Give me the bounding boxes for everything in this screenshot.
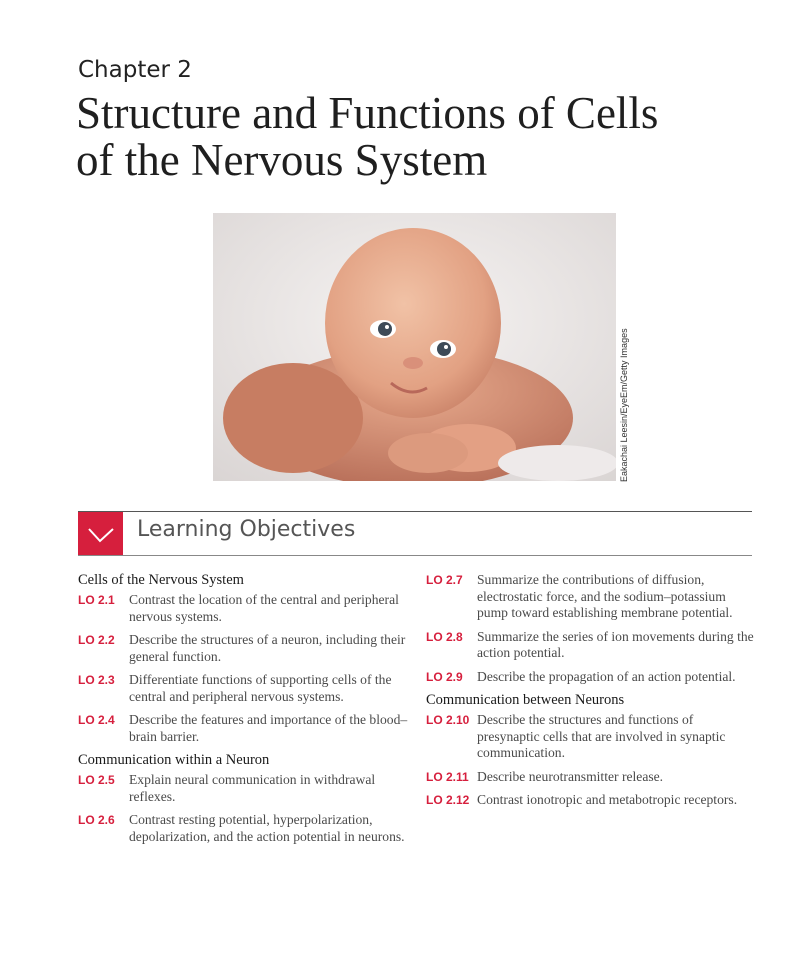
- objective-text: Describe the structures of a neuron, including their general function.: [129, 632, 406, 664]
- header-rule-bottom: [78, 555, 752, 556]
- objective-item: [426, 792, 756, 809]
- objective-item: [426, 712, 756, 762]
- objective-text: Summarize the series of ion movements during the action potential.: [477, 628, 754, 660]
- chapter-photo-baby: [213, 213, 616, 481]
- objective-code: LO 2.1: [78, 593, 115, 607]
- objective-text: Contrast the location of the central and peripheral nervous systems.: [129, 592, 399, 624]
- section-heading: Cells of the Nervous System: [78, 572, 244, 588]
- objective-item: [78, 632, 408, 665]
- section-heading: Communication within a Neuron: [78, 752, 270, 768]
- objective-item: [78, 672, 408, 705]
- objective-code: LO 2.8: [426, 629, 463, 644]
- objective-code: LO 2.4: [78, 713, 115, 727]
- objective-code: LO 2.6: [78, 813, 115, 827]
- objectives-right-column: [426, 572, 756, 816]
- objective-item: [78, 712, 408, 745]
- learning-objectives-heading: Learning Objectives: [137, 517, 356, 542]
- objectives-left-column: [78, 572, 408, 852]
- chapter-label: Chapter 2: [78, 57, 192, 83]
- objective-code: LO 2.2: [78, 633, 115, 647]
- objective-code: LO 2.7: [426, 573, 463, 587]
- objective-item: [426, 629, 756, 662]
- objective-item: [426, 669, 756, 686]
- objective-code: LO 2.11: [426, 769, 469, 784]
- objective-text: Differentiate functions of supporting cells of the central and peripheral nervous systems.: [129, 672, 392, 704]
- section-heading: Communication between Neurons: [426, 692, 625, 708]
- objective-code: LO 2.12: [426, 793, 470, 807]
- chapter-title-line-2: of the Nervous System: [76, 135, 488, 185]
- objective-code: LO 2.3: [78, 673, 115, 687]
- objective-item: [78, 812, 408, 845]
- objective-item: [426, 769, 756, 786]
- objective-code: LO 2.5: [78, 773, 115, 787]
- checkmark-badge-icon: [78, 512, 123, 556]
- objective-code: LO 2.9: [426, 669, 463, 684]
- objective-item: [78, 592, 408, 625]
- objective-text: Describe the features and importance of the blood–brain barrier.: [129, 712, 408, 744]
- header-rule-top: [78, 511, 752, 512]
- chapter-title: [76, 90, 776, 184]
- objective-text: Contrast resting potential, hyperpolarization, depolarization, and the action potential in neurons.: [129, 812, 405, 844]
- objective-text: Describe neurotransmitter release.: [477, 768, 664, 784]
- objective-item: [426, 572, 756, 622]
- objective-text: Explain neural communication in withdrawal reflexes.: [129, 772, 376, 804]
- chapter-title-line-1: Structure and Functions of Cells: [76, 88, 659, 138]
- objective-item: [78, 772, 408, 805]
- objective-text: Contrast ionotropic and metabotropic receptors.: [477, 792, 738, 807]
- objective-text: Summarize the contributions of diffusion, electrostatic force, and the sodium–potassium pump toward establishing membrane potential.: [477, 572, 733, 620]
- objective-text: Describe the propagation of an action potential.: [477, 668, 736, 684]
- objective-code: LO 2.10: [426, 713, 470, 727]
- objective-text: Describe the structures and functions of presynaptic cells that are involved in synaptic communication.: [477, 712, 726, 760]
- photo-credit: Eakachai Leesin/EyeEm/Getty Images: [619, 328, 629, 482]
